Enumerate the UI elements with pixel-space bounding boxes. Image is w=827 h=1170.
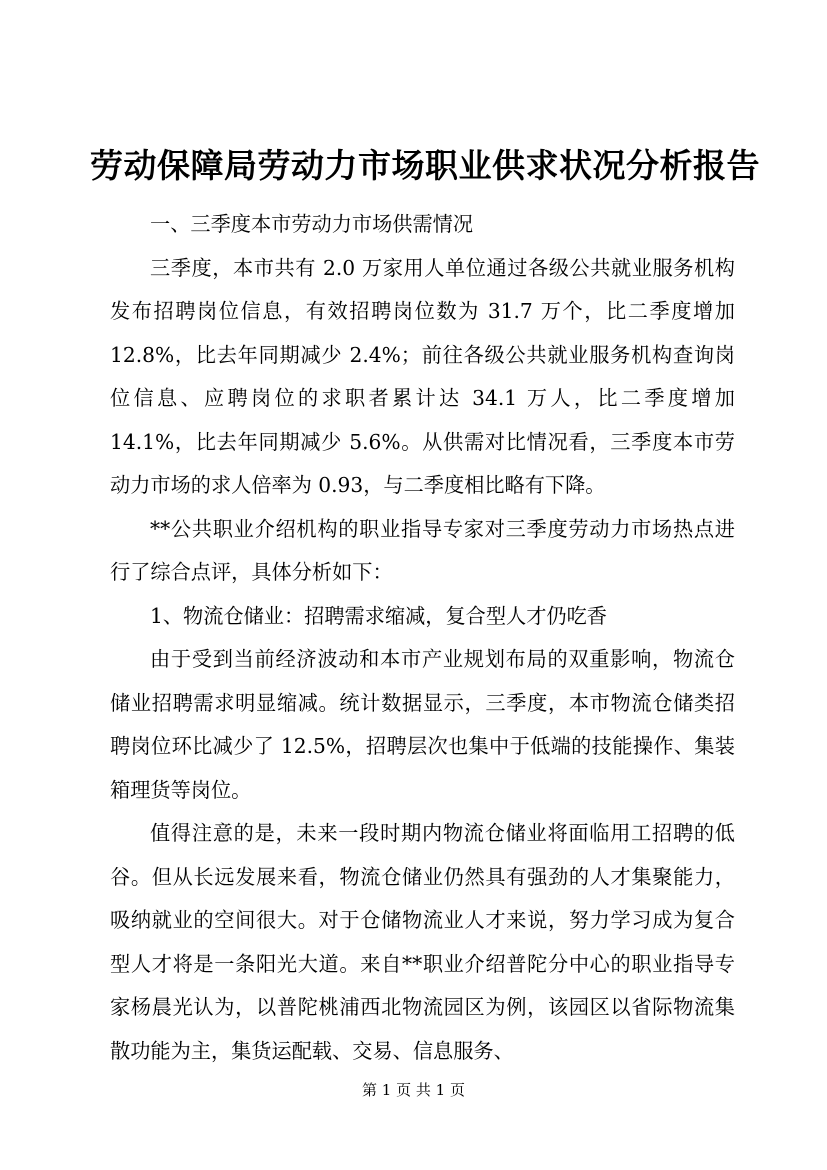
subsection-heading: 1、物流仓储业：招聘需求缩减，复合型人才仍吃香 <box>150 603 607 628</box>
document-body <box>110 203 735 1073</box>
section-heading: 一、三季度本市劳动力市场供需情况 <box>150 212 474 236</box>
paragraph: 三季度，本市共有 2.0 万家用人单位通过各级公共就业服务机构发布招聘岗位信息，有效招聘岗位数为 31.7 万个，比二季度增加 12.8%，比去年同期减少 2.4%；前往各级公共就业服务机构查询岗位信息、应聘岗位的求职者累计达 34.1 万人，比二季度增加 14.1%，比去年同期减少 5.6%。从供需对比情况看，三季度本市劳动力市场的求人倍率为 0.93，与二季度相比略有下降。 <box>110 255 735 497</box>
page-footer: 第 1 页 共 1 页 <box>362 1081 465 1099</box>
paragraph: 由于受到当前经济波动和本市产业规划布局的双重影响，物流仓储业招聘需求明显缩减。统计数据显示，三季度，本市物流仓储类招聘岗位环比减少了 12.5%，招聘层次也集中于低端的技能操作、集装箱理货等岗位。 <box>110 647 735 802</box>
document-title: 劳动保障局劳动力市场职业供求状况分析报告 <box>90 146 760 185</box>
paragraph: 值得注意的是，未来一段时期内物流仓储业将面临用工招聘的低谷。但从长远发展来看，物流仓储业仍然具有强劲的人才集聚能力，吸纳就业的空间很大。对于仓储物流业人才来说，努力学习成为复合型人才将是一条阳光大道。来自**职业介绍普陀分中心的职业指导专家杨晨光认为，以普陀桃浦西北物流园区为例，该园区以省际物流集散功能为主，集货运配载、交易、信息服务、 <box>110 821 735 1063</box>
paragraph: **公共职业介绍机构的职业指导专家对三季度劳动力市场热点进行了综合点评，具体分析如下： <box>110 516 735 584</box>
